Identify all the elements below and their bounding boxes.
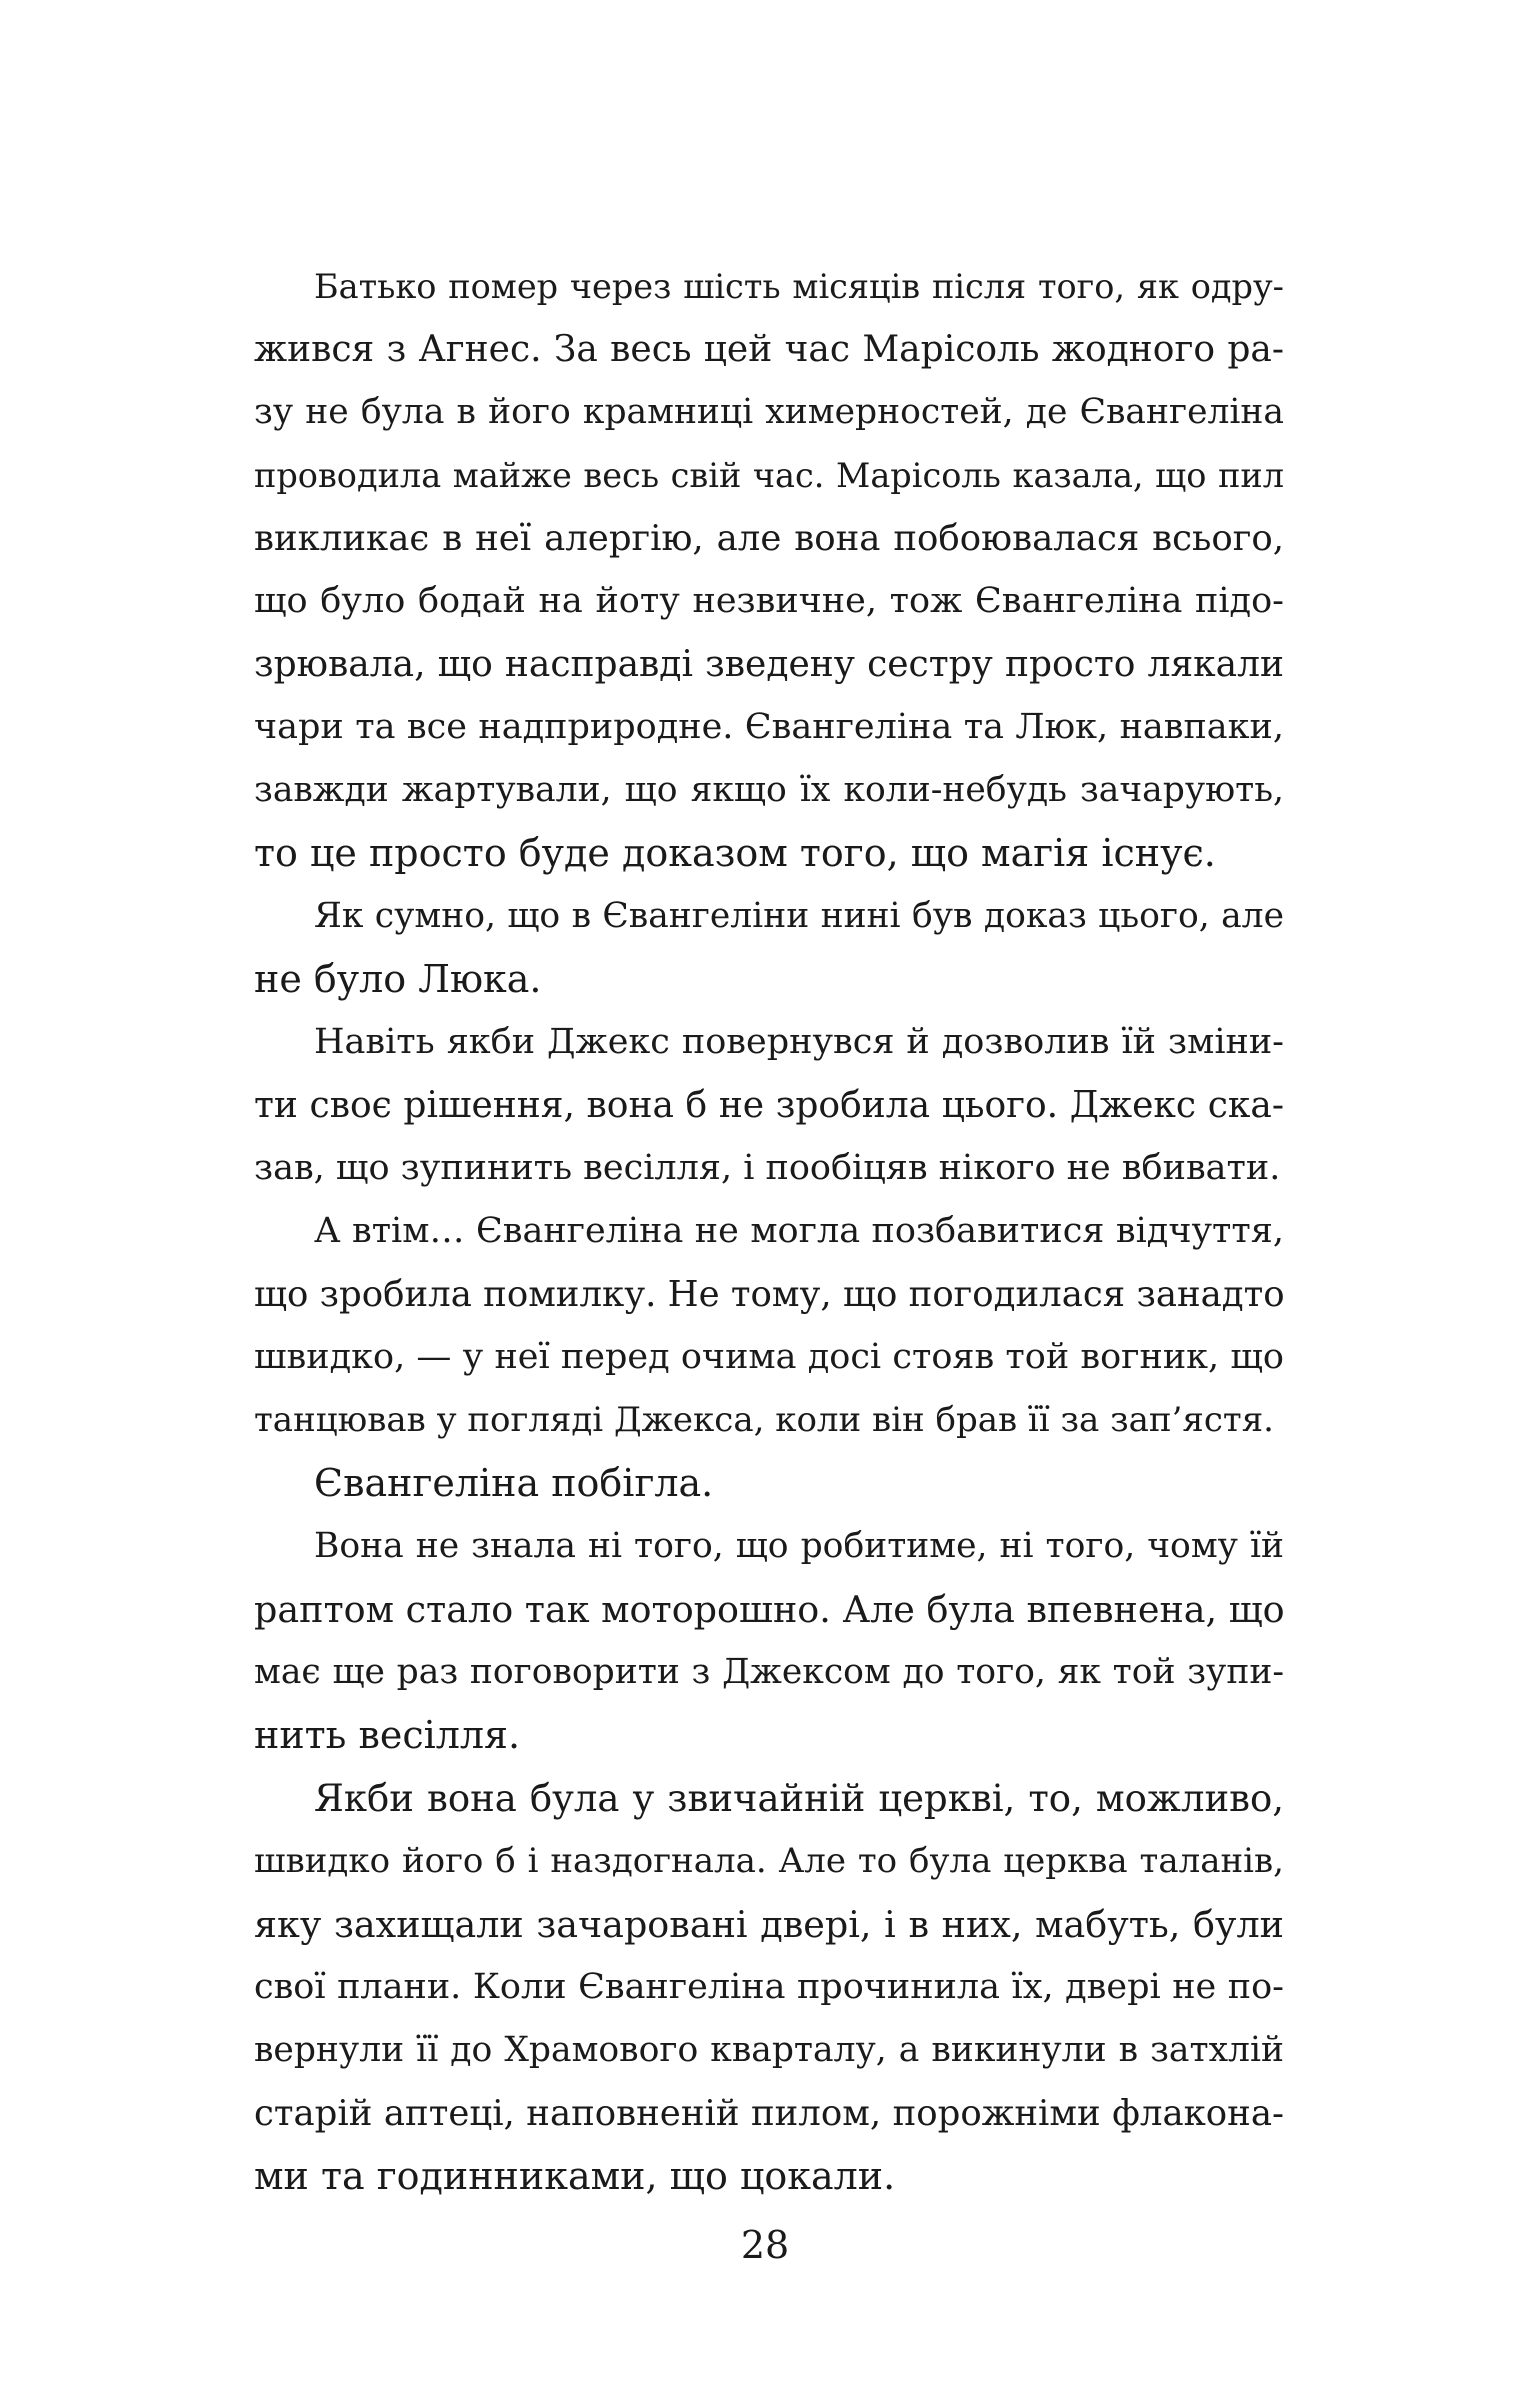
text-line: викликає в неї алергію, але вона побоювалася всього, [254,518,1284,559]
page-number: 28 [740,2223,790,2267]
text-line: Батько помер через шість місяців після того, як одру- [314,267,1284,306]
text-line: зав, що зупинить весілля, і пообіцяв нікого не вбивати. [254,1148,1281,1188]
text-line: А втім… Євангеліна не могла позбавитися відчуття, [314,1211,1284,1251]
text-line: ми та годинниками, що цокали. [254,2154,896,2198]
text-line: танцював у погляді Джекса, коли він брав її за зап’ястя. [254,1400,1274,1440]
text-line: зу не була в його крамниці химерностей, де Євангеліна [254,392,1284,432]
text-line: вернули її до Храмового кварталу, а викинули в затхлій [254,2030,1284,2070]
text-line: нить весілля. [254,1713,521,1757]
text-line: жився з Агнес. За весь цей час Марісоль жодного ра- [254,329,1284,370]
text-line: то це просто буде доказом того, що магія існує. [254,831,1216,875]
text-line: старій аптеці, наповненій пилом, порожніми флакона- [254,2093,1284,2134]
text-line: Як сумно, що в Євангеліни нині був доказ цього, але [314,896,1284,936]
text-line: Якби вона була у звичайній церкві, то, можливо, [314,1777,1284,1820]
text-line: Євангеліна побігла. [314,1461,714,1505]
text-line: має ще раз поговорити з Джексом до того, як той зупи- [254,1652,1284,1692]
body-text [254,255,1284,2208]
text-line: чари та все надприродне. Євангеліна та Люк, навпаки, [254,707,1284,747]
text-line: ти своє рішення, вона б не зробила цього. Джекс ска- [254,1085,1284,1126]
text-line: що зробила помилку. Не тому, що погодилася занадто [254,1274,1285,1315]
text-line: що було бодай на йоту незвичне, тож Євангеліна підо- [254,581,1284,621]
text-line: свої плани. Коли Євангеліна прочинила їх, двері не по- [254,1967,1284,2007]
text-line: не було Люка. [254,957,542,1001]
text-line: зрювала, що насправді зведену сестру просто лякали [254,644,1284,685]
text-line: яку захищали зачаровані двері, і в них, мабуть, були [254,1903,1284,1946]
text-line: завжди жартували, що якщо їх коли-небудь зачарують, [254,770,1284,810]
text-line: Навіть якби Джекс повернувся й дозволив їй зміни- [314,1022,1284,1062]
text-line: швидко, — у неї перед очима досі стояв той вогник, що [254,1337,1284,1377]
text-line: швидко його б і наздогнала. Але то була церква таланів, [254,1841,1284,1881]
text-line: раптом стало так моторошно. Але була впевнена, що [254,1588,1285,1631]
text-line: проводила майже весь свій час. Марісоль казала, що пил [254,456,1284,495]
text-line: Вона не знала ні того, що робитиме, ні того, чому їй [314,1526,1284,1566]
